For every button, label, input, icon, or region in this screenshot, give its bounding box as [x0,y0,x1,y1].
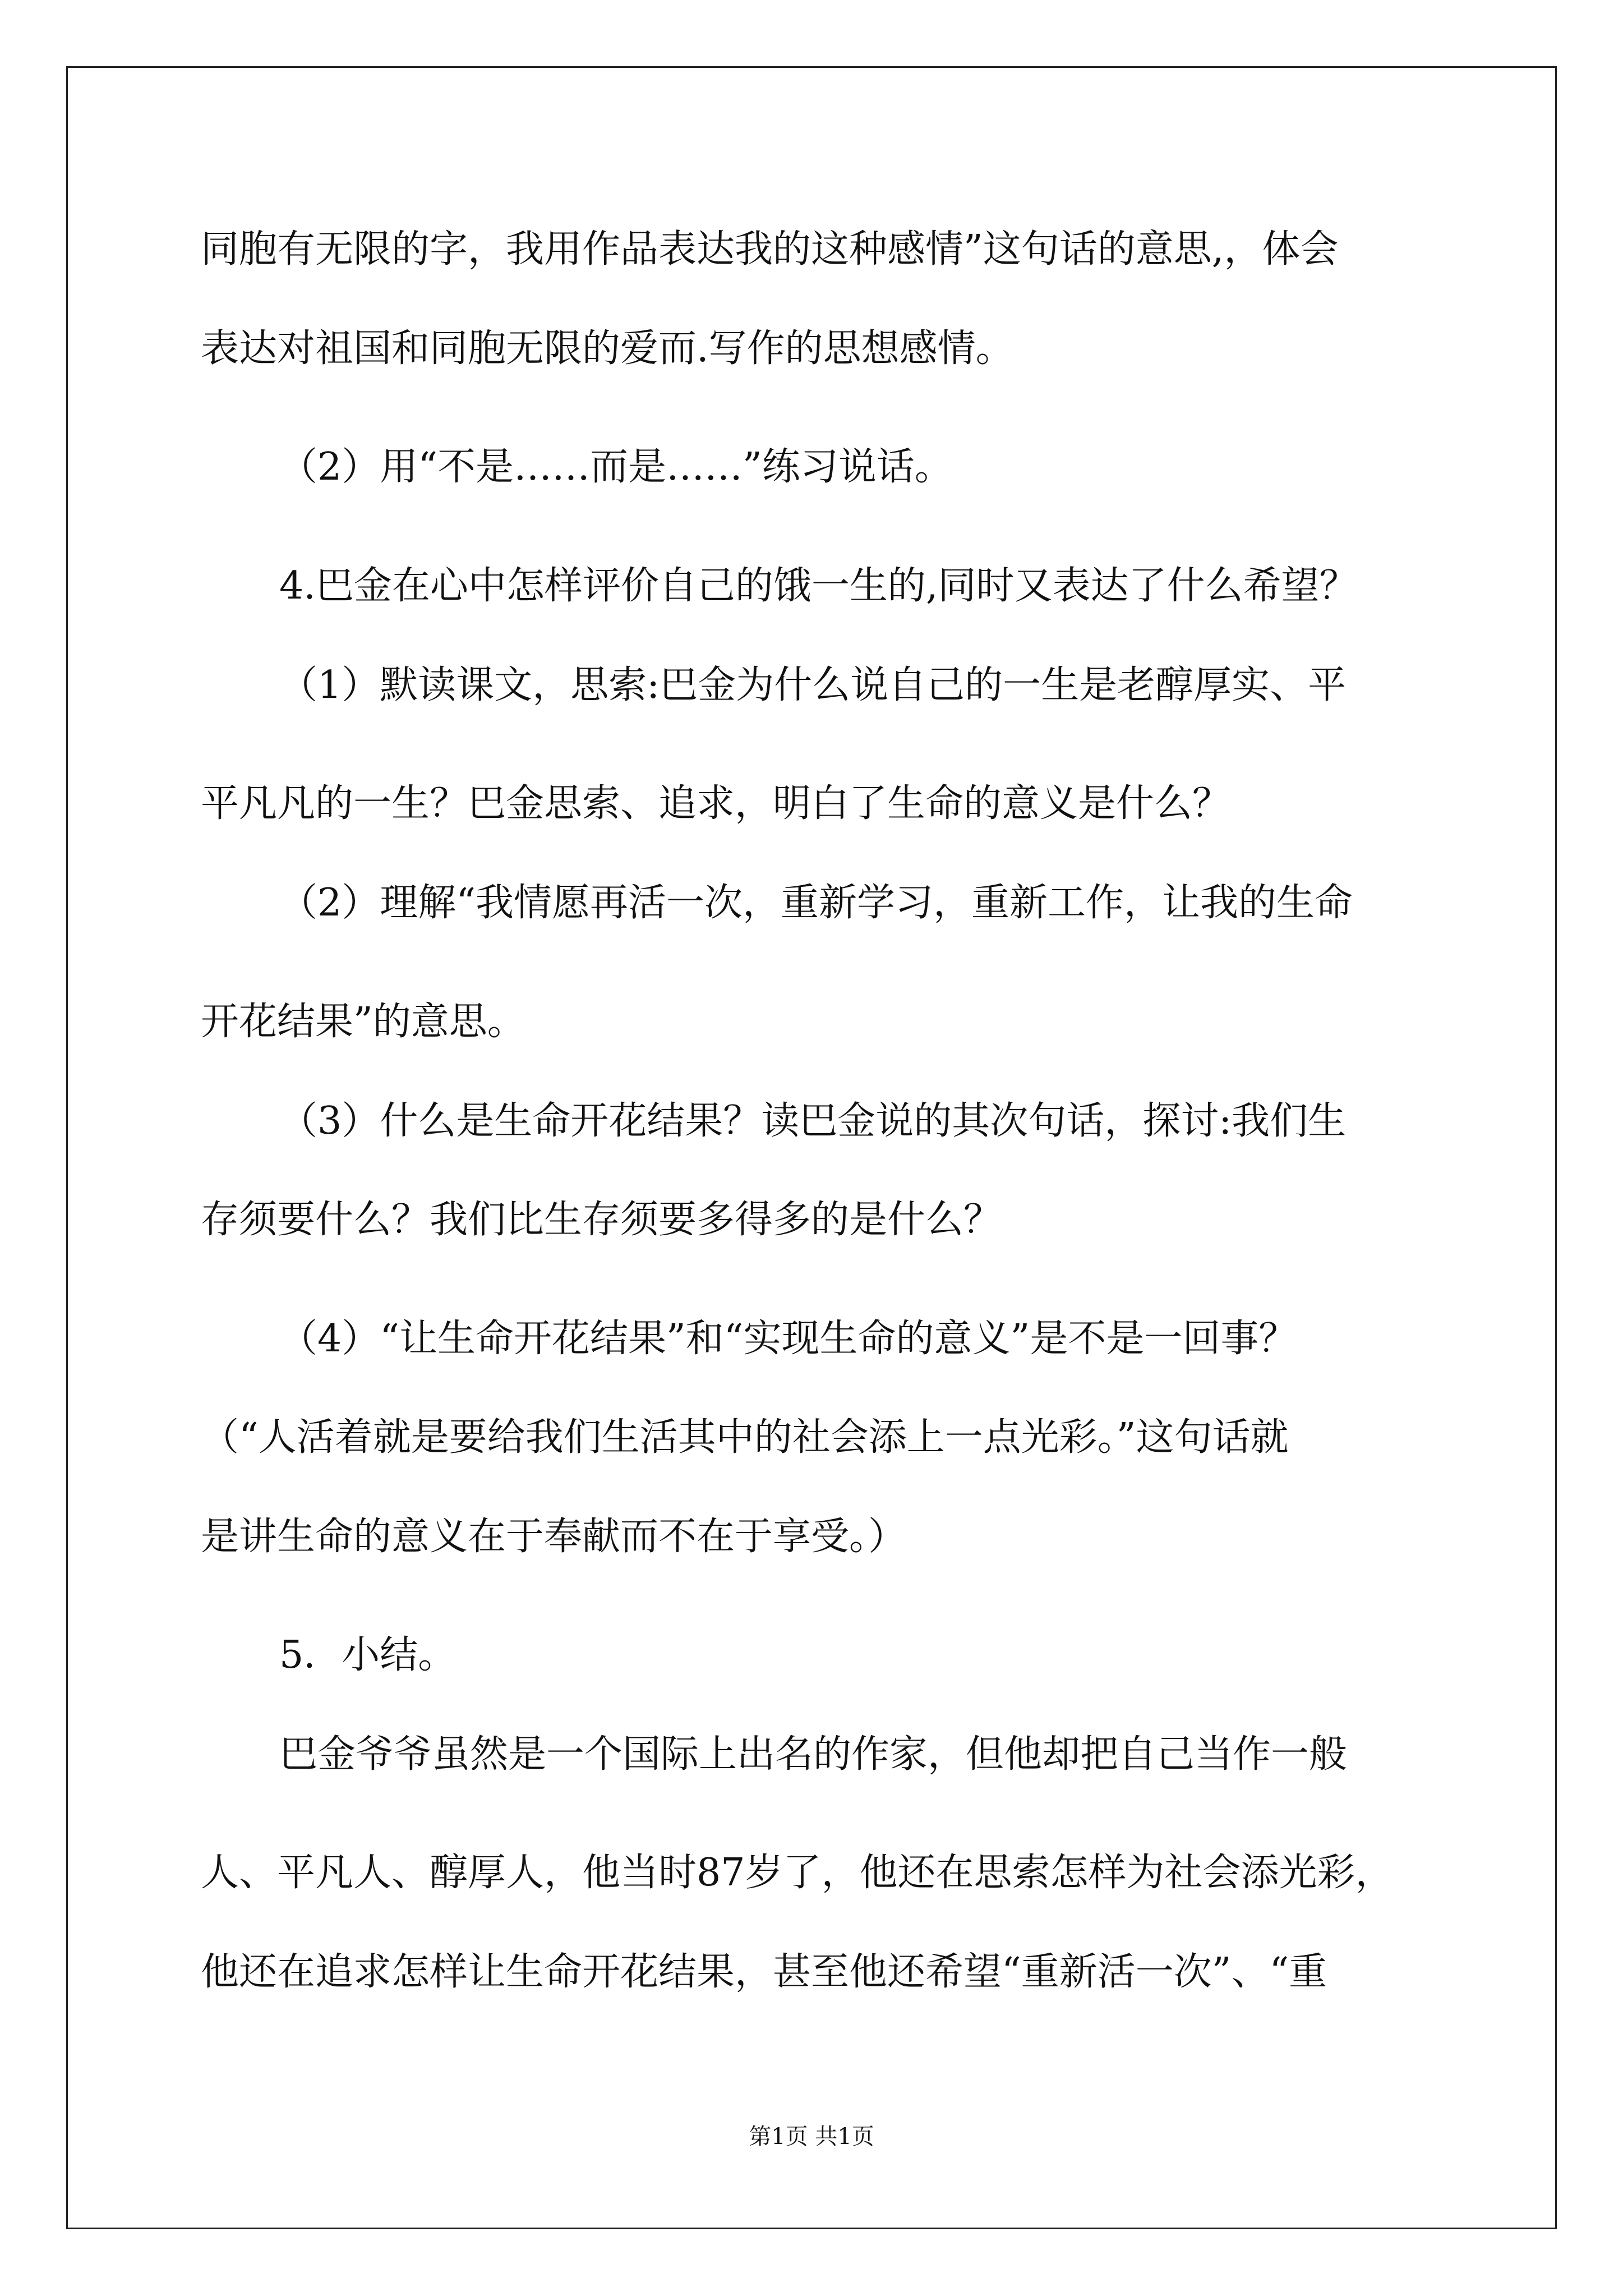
text-line: 5．小结。 [279,1633,457,1677]
text-line: 同胞有无限的字，我用作品表达我的这种感情”这句话的意思,，体会 [201,227,1339,272]
text-line: 平凡凡的一生？巴金思索、追求，明白了生命的意义是什么？ [201,781,1231,826]
text-line: 人、平凡人、醇厚人，他当时87岁了，他还在思索怎样为社会添光彩， [201,1851,1394,1895]
text-line: 4.巴金在心中怎样评价自己的饿一生的,同时又表达了什么希望？ [279,564,1358,608]
text-line: （1）默读课文，思索:巴金为什么说自己的一生是老醇厚实、平 [279,663,1347,707]
text-line: （2）用“不是……而是……”练习说话。 [279,445,953,489]
text-line: （3）什么是生命开花结果？读巴金说的其次句话，探讨:我们生 [279,1099,1347,1143]
text-line: 他还在追求怎样让生命开花结果，甚至他还希望“重新活一次”、“重 [201,1950,1327,1994]
page-border [66,66,1557,2229]
text-line: 是讲生命的意义在于奉献而不在于享受。） [201,1515,907,1559]
text-line: （“人活着就是要给我们生活其中的社会添上一点光彩。”这句话就 [201,1415,1289,1460]
text-line: 存须要什么？我们比生存须要多得多的是什么？ [201,1198,1002,1242]
text-line: 开花结果”的意思。 [201,1000,525,1044]
text-line: （4）“让生命开花结果”和“实现生命的意义”是不是一回事？ [279,1317,1297,1361]
text-line: 巴金爷爷虽然是一个国际上出名的作家，但他却把自己当作一般 [279,1732,1348,1777]
page-footer: 第1页 共1页 [749,2124,874,2150]
text-line: 表达对祖国和同胞无限的爱而.写作的思想感情。 [201,326,1014,371]
text-line: （2）理解“我情愿再活一次，重新学习，重新工作，让我的生命 [279,881,1353,925]
